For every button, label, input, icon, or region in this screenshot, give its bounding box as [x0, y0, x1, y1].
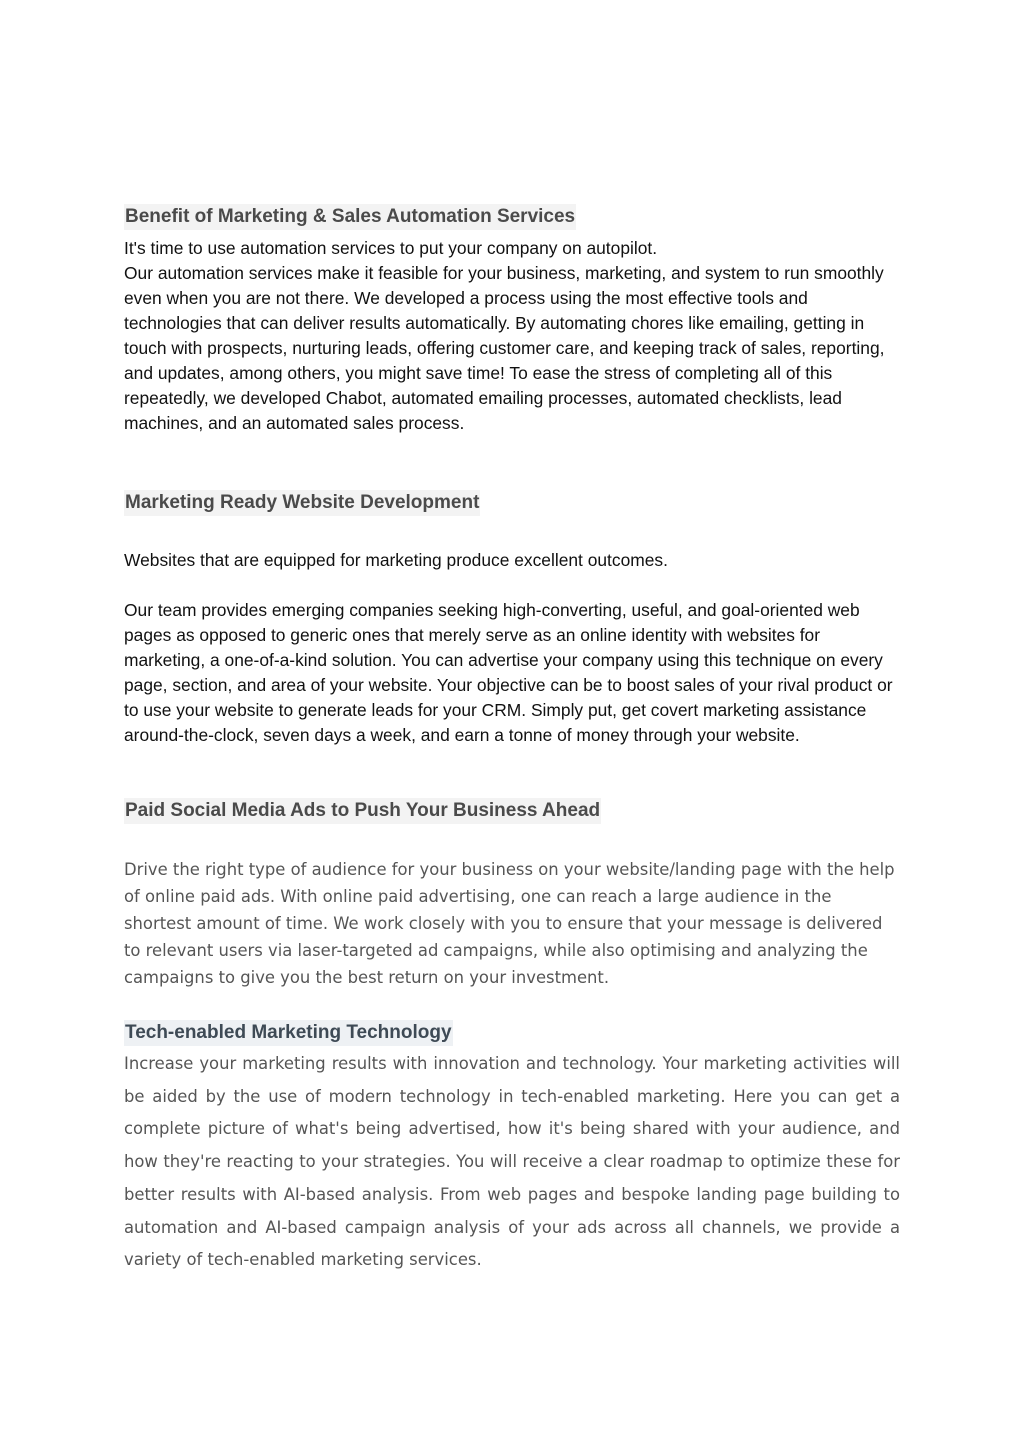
section-intro-website: Websites that are equipped for marketing produce excellent outcomes.: [124, 550, 668, 570]
section-body-martech: Increase your marketing results with innovation and technology. Your marketing activities will be aided by the use of modern technology in tech-enabled marketing. Here you can get a complete picture of what's being advertised, how it's being shared with your audience, and how they're reacting to your strategies. You will receive a clear roadmap to optimize these for better results with AI-based analysis. From web pages and bespoke landing page building to automation and AI-based campaign analysis of your ads across all channels, we provide a variety of tech-enabled marketing services.: [124, 1054, 900, 1270]
section-heading-automation: Benefit of Marketing & Sales Automation Services: [124, 204, 576, 230]
section-website: [124, 490, 900, 748]
section-intro-automation: It's time to use automation services to put your company on autopilot.: [124, 238, 658, 258]
section-automation: [124, 204, 900, 436]
section-body-paid-ads: Drive the right type of audience for your business on your website/landing page with the help of online paid ads. With online paid advertising, one can reach a large audience in the shortest amount of time. We work closely with you to ensure that your message is delivered to relevant users via laser-targeted ad campaigns, while also optimising and analyzing the campaigns to give you the best return on your investment.: [124, 860, 895, 987]
section-body-website: Our team provides emerging companies seeking high-converting, useful, and goal-oriented web pages as opposed to generic ones that merely serve as an online identity with websites for marketing, a one-of-a-kind solution. You can advertise your company using this technique on every page, section, and area of your website. Your objective can be to boost sales of your rival product or to use your website to generate leads for your CRM. Simply put, get covert marketing assistance around-the-clock, seven days a week, and earn a tonne of money through your website.: [124, 600, 893, 745]
section-heading-website: Marketing Ready Website Development: [124, 490, 480, 516]
section-paid-ads: [124, 798, 900, 991]
section-heading-martech: Tech-enabled Marketing Technology: [124, 1020, 453, 1046]
section-body-automation: Our automation services make it feasible for your business, marketing, and system to run smoothly even when you are not there. We developed a process using the most effective tools and technologies that can deliver results automatically. By automating chores like emailing, getting in touch with prospects, nurturing leads, offering customer care, and keeping track of sales, reporting, and updates, among others, you might save time! To ease the stress of completing all of this repeatedly, we developed Chabot, automated emailing processes, automated checklists, lead machines, and an automated sales process.: [124, 263, 885, 433]
section-martech: [124, 1020, 900, 1277]
section-heading-paid-ads: Paid Social Media Ads to Push Your Business Ahead: [124, 798, 601, 824]
